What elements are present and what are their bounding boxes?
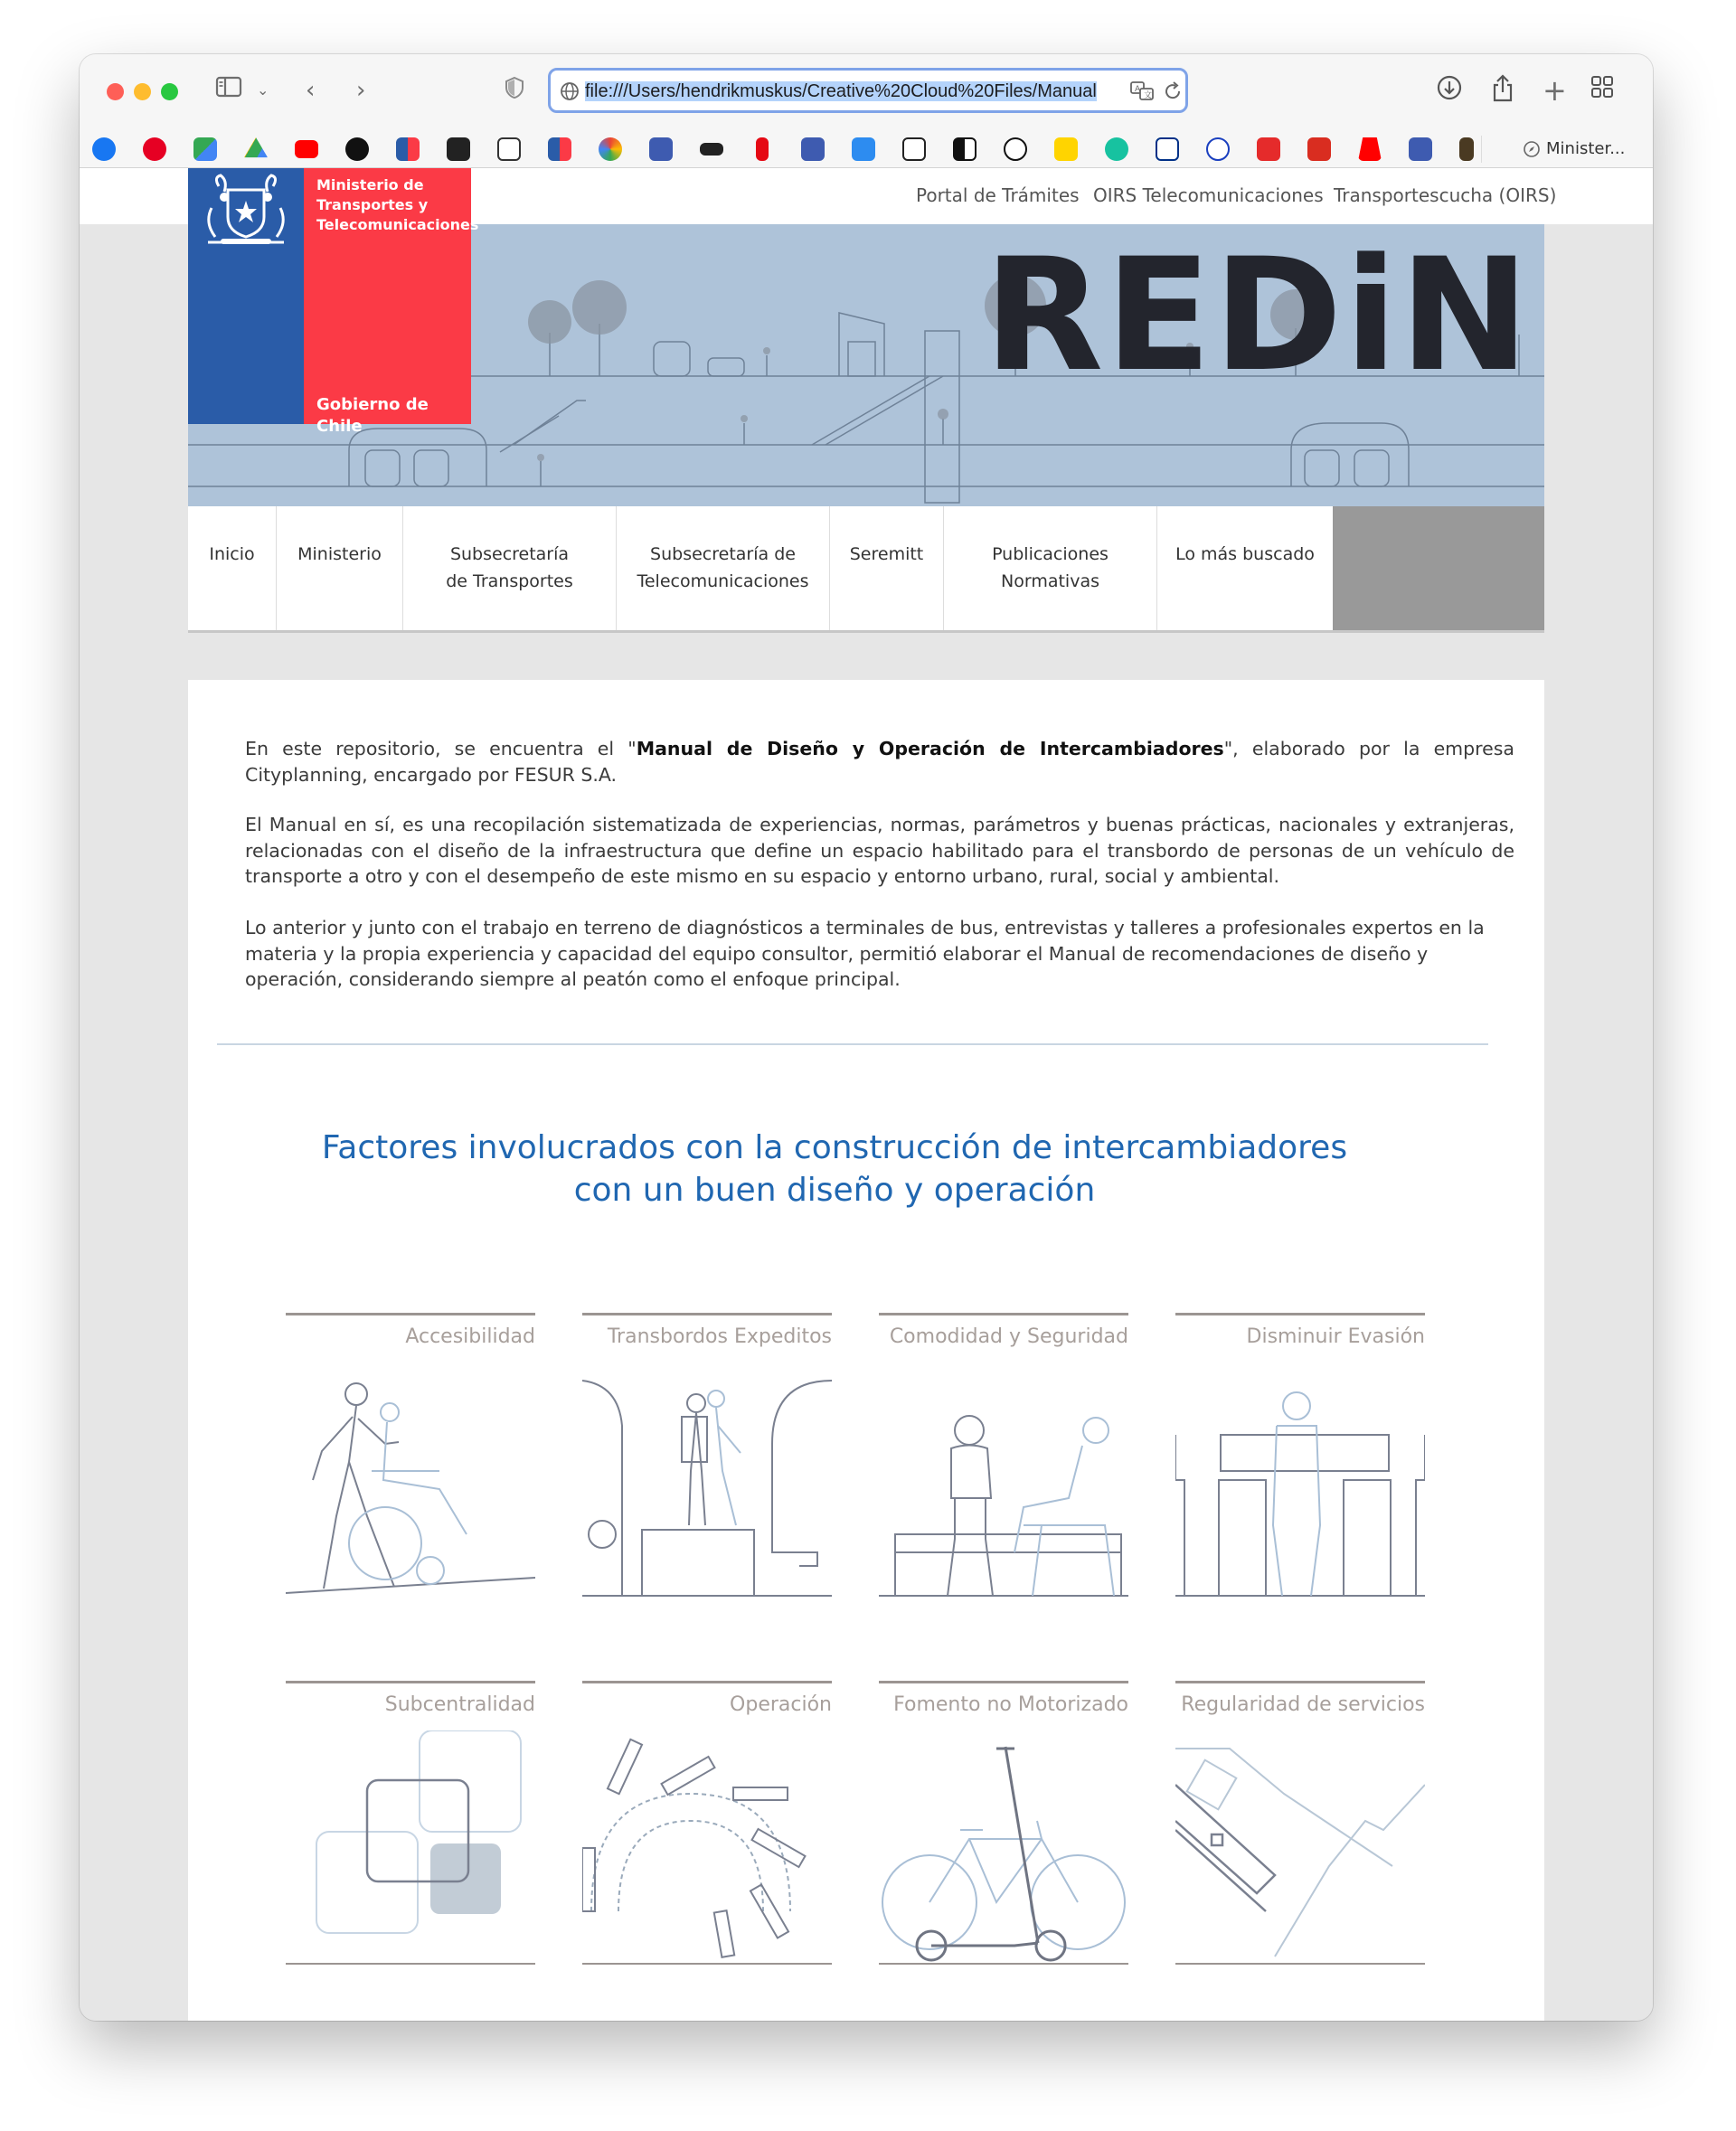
factor-fomento-no-motorizado[interactable] bbox=[879, 1681, 1128, 1970]
back-icon[interactable]: ‹ bbox=[306, 77, 316, 104]
intro-text-end: ", elaborado por la empresa Cityplanning, encargado por FESUR S.A. bbox=[245, 738, 1514, 786]
logo-blue-panel bbox=[188, 168, 304, 424]
fare-evasion-icon bbox=[1175, 1363, 1425, 1598]
main-navigation bbox=[188, 506, 1544, 633]
intro-text-start: En este repositorio, se encuentra el " bbox=[245, 738, 637, 759]
url-text[interactable] bbox=[585, 80, 1118, 103]
calendar-bookmark-icon[interactable] bbox=[649, 137, 673, 161]
factor-transbordos-expeditos[interactable] bbox=[582, 1313, 832, 1602]
calendar-bookmark-2-icon[interactable] bbox=[801, 137, 825, 161]
mtt-bookmark-icon[interactable] bbox=[396, 137, 420, 161]
blue-bookmark-icon[interactable] bbox=[852, 137, 875, 161]
oirs-telecom-link[interactable]: OIRS Telecomunicaciones bbox=[1093, 184, 1324, 206]
factor-rule bbox=[1175, 1681, 1425, 1683]
web-page bbox=[80, 168, 1653, 2021]
bookmark-h-icon[interactable] bbox=[345, 137, 369, 161]
factor-title: Transbordos Expeditos bbox=[607, 1325, 832, 1348]
factor-rule bbox=[286, 1313, 535, 1315]
translate-icon[interactable] bbox=[1129, 80, 1155, 108]
maps-bookmark-icon[interactable] bbox=[193, 137, 217, 161]
forward-icon[interactable]: › bbox=[356, 77, 366, 104]
youtube-bookmark-icon[interactable] bbox=[295, 140, 318, 158]
shield-icon[interactable] bbox=[505, 76, 524, 108]
nav-item-subsecretaria-transportes[interactable]: Subsecretaría de Transportes bbox=[403, 506, 617, 630]
download-icon[interactable] bbox=[1436, 74, 1463, 110]
zoom-window-button[interactable] bbox=[161, 83, 178, 100]
close-window-button[interactable] bbox=[107, 83, 124, 100]
contrast-bookmark-icon[interactable] bbox=[953, 137, 976, 161]
redin-title: REDiN bbox=[984, 224, 1532, 406]
factor-regularidad-servicios[interactable] bbox=[1175, 1681, 1425, 1970]
url-selection: file:///Users/hendrikmuskus/Creative%20Cloud%20Files/Manual bbox=[585, 81, 1097, 101]
disney-bookmark-icon[interactable] bbox=[1206, 137, 1230, 161]
factor-comodidad-seguridad[interactable] bbox=[879, 1313, 1128, 1602]
paypal-bookmark-icon[interactable] bbox=[1156, 137, 1179, 161]
factor-title: Operación bbox=[730, 1693, 832, 1716]
amazon-bookmark-icon[interactable] bbox=[497, 137, 521, 161]
manual-title: Manual de Diseño y Operación de Intercambiadores bbox=[636, 738, 1224, 759]
new-tab-icon[interactable]: + bbox=[1543, 73, 1567, 108]
facebook-bookmark-icon[interactable] bbox=[92, 137, 116, 161]
factor-rule bbox=[879, 1681, 1128, 1683]
transfer-icon bbox=[582, 1363, 832, 1598]
factor-title: Subcentralidad bbox=[384, 1693, 535, 1716]
reload-icon[interactable] bbox=[1162, 80, 1184, 108]
section-divider bbox=[217, 1043, 1488, 1045]
bookmarks-bar bbox=[80, 128, 1653, 168]
factor-title: Accesibilidad bbox=[405, 1325, 535, 1348]
browser-toolbar bbox=[80, 54, 1653, 128]
sidebar-toggle-icon[interactable] bbox=[215, 74, 242, 107]
comfort-safety-icon bbox=[879, 1363, 1128, 1598]
factors-heading-line-2: con un buen diseño y operación bbox=[573, 1172, 1096, 1209]
service-regularity-icon bbox=[1175, 1730, 1425, 1966]
nav-item-lo-mas-buscado[interactable]: Lo más buscado bbox=[1175, 544, 1315, 564]
nav-empty-slot bbox=[1333, 506, 1544, 630]
bicycle-scooter-icon bbox=[879, 1730, 1128, 1966]
nav-item-seremitt[interactable]: Seremitt bbox=[830, 506, 944, 630]
bookmark-dark-icon[interactable] bbox=[700, 143, 723, 156]
minimize-window-button[interactable] bbox=[134, 83, 151, 100]
bookmark-jdg-icon[interactable] bbox=[1307, 137, 1331, 161]
netflix-bookmark-icon[interactable] bbox=[756, 137, 769, 161]
portal-tramites-link[interactable]: Portal de Trámites bbox=[916, 184, 1080, 206]
bookmark-e-icon[interactable] bbox=[1004, 137, 1027, 161]
gov-bookmark-icon[interactable] bbox=[548, 137, 571, 161]
logo-ministry-text: Ministerio de Transportes y Telecomunicaciones bbox=[316, 176, 479, 233]
tab-overview-icon[interactable] bbox=[1590, 74, 1615, 108]
brown-bookmark-icon[interactable] bbox=[1459, 137, 1474, 161]
browser-window bbox=[80, 54, 1653, 2021]
yellow-bookmark-icon[interactable] bbox=[1054, 137, 1078, 161]
content-card bbox=[188, 680, 1544, 2021]
factor-title: Regularidad de servicios bbox=[1181, 1693, 1425, 1716]
factor-subcentralidad[interactable] bbox=[286, 1681, 535, 1970]
nav-item-ministerio[interactable]: Ministerio bbox=[277, 506, 403, 630]
factor-rule bbox=[879, 1313, 1128, 1315]
factor-title: Fomento no Motorizado bbox=[893, 1693, 1128, 1716]
adobe-bookmark-icon[interactable] bbox=[1358, 137, 1382, 161]
share-icon[interactable] bbox=[1490, 74, 1515, 112]
chevron-down-icon[interactable]: ⌄ bbox=[257, 81, 269, 99]
factor-title: Disminuir Evasión bbox=[1246, 1325, 1425, 1348]
factor-disminuir-evasion[interactable] bbox=[1175, 1313, 1425, 1602]
lightning-bookmark-icon[interactable] bbox=[902, 137, 926, 161]
svg-text:A: A bbox=[1135, 85, 1141, 94]
compass-icon bbox=[1523, 140, 1541, 163]
factor-rule bbox=[582, 1681, 832, 1683]
factor-rule bbox=[1175, 1313, 1425, 1315]
factor-accesibilidad[interactable] bbox=[286, 1313, 535, 1602]
nav-item-publicaciones-normativas[interactable]: Publicaciones Normativas bbox=[944, 506, 1157, 630]
drive-bookmark-icon[interactable] bbox=[244, 137, 268, 161]
nav-item-inicio[interactable]: Inicio bbox=[188, 506, 277, 630]
factor-title: Comodidad y Seguridad bbox=[889, 1325, 1128, 1348]
coat-of-arms-icon bbox=[188, 168, 304, 259]
factor-operacion[interactable] bbox=[582, 1681, 832, 1970]
calendar-bookmark-3-icon[interactable] bbox=[1409, 137, 1432, 161]
nhk-bookmark-icon[interactable] bbox=[447, 137, 470, 161]
bookmark-ministerio-link[interactable]: Minister... bbox=[1546, 139, 1626, 158]
methodology-paragraph: Lo anterior y junto con el trabajo en terreno de diagnósticos a terminales de bus, entrevistas y talleres a profesionales expertos en la materia y la propia experiencia y capacidad del equipo consultor, permitió elaborar el Manual de recomendaciones de diseño y operación, considerando siempre al peatón como el enfoque principal. bbox=[245, 917, 1485, 990]
transportescucha-link[interactable]: Transportescucha (OIRS) bbox=[1334, 184, 1557, 206]
svg-text:文: 文 bbox=[1144, 91, 1153, 100]
factor-rule bbox=[286, 1681, 535, 1683]
operation-icon bbox=[582, 1730, 832, 1966]
intro-paragraph bbox=[245, 736, 1514, 787]
pinterest-bookmark-icon[interactable] bbox=[143, 137, 166, 161]
globe-icon bbox=[560, 81, 580, 106]
chrome-bookmark-icon[interactable] bbox=[599, 137, 622, 161]
subcentrality-icon bbox=[286, 1730, 535, 1966]
logo-government-text: Gobierno de Chile bbox=[316, 395, 429, 436]
accessibility-icon bbox=[286, 1363, 535, 1598]
bookmarks-separator bbox=[1481, 136, 1482, 163]
factors-heading-line-1: Factores involucrados con la construcción de intercambiadores bbox=[321, 1129, 1348, 1166]
teal-bookmark-icon[interactable] bbox=[1105, 137, 1128, 161]
manual-description-paragraph: El Manual en sí, es una recopilación sistematizada de experiencias, normas, parámetros y buenas prácticas, nacionales y extranjeras, relacionadas con el diseño de la infraestructura que define un espacio habilitado para el transbordo de personas de un vehículo de transporte a otro y con el desempeño de este mismo en su espacio y entorno urbano, rural, social y ambiental. bbox=[245, 814, 1514, 887]
nav-item-subsecretaria-telecomunicaciones[interactable]: Subsecretaría de Telecomunicaciones bbox=[617, 506, 830, 630]
address-bar[interactable] bbox=[548, 68, 1188, 113]
factor-rule bbox=[582, 1313, 832, 1315]
ministry-logo[interactable] bbox=[188, 168, 479, 436]
red-bookmark-icon[interactable] bbox=[1257, 137, 1280, 161]
